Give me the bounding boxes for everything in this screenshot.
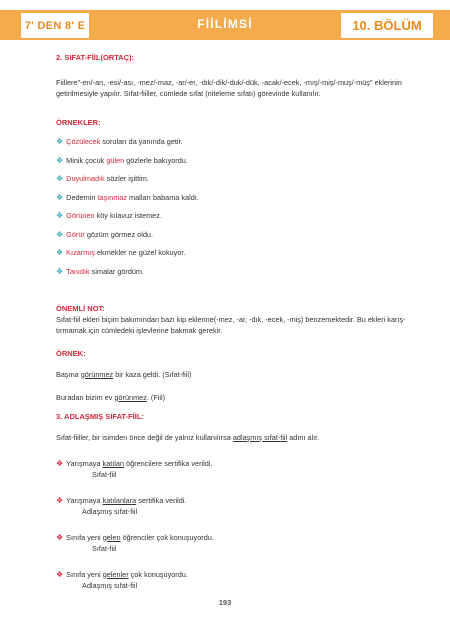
item-label: Adlaşmış sıfat-fiil bbox=[82, 506, 138, 516]
list-item: ❖ Duyulmadık sözler işittim. bbox=[56, 174, 149, 183]
section3-examples bbox=[56, 458, 412, 591]
diamond-bullet-icon: ❖ bbox=[56, 229, 64, 239]
diamond-bullet-icon: ❖ bbox=[56, 266, 64, 276]
list-item: ❖ Çözülecek soruları da yanında getir. bbox=[56, 137, 183, 146]
section2-description: Fiillere"-en/-an, -esi/-ası, -mez/-maz, -ar/-er, -dık/-dik/-duk/-dük, -acak/-ecek, -mış/-miş/-muş/-müş" eklerinin getirilmesiyle yapılır. Sıfat-fiiller, cümlede sıfat (niteleme sıfatı) görevinde kullanılır. bbox=[56, 78, 402, 98]
list-item: ❖ Sınıfa yeni gelenler çok konuşuyordu. Adlaşmış sıfat-fiil bbox=[56, 569, 412, 591]
list-item: ❖ Görünen köy kılavuz istemez. bbox=[56, 211, 162, 220]
diamond-bullet-icon: ❖ bbox=[56, 569, 64, 579]
header-left-label: 7' DEN 8' E bbox=[20, 12, 90, 39]
page-content bbox=[56, 52, 412, 591]
item-label: Sıfat-fiil bbox=[92, 469, 117, 479]
header-chapter-label: 10. BÖLÜM bbox=[340, 12, 434, 39]
diamond-bullet-icon: ❖ bbox=[56, 155, 64, 165]
section2-title: 2. SIFAT-FİİL(ORTAÇ): bbox=[56, 53, 135, 62]
list-item: ❖ Dedemin taşınmaz malları babama kaldı. bbox=[56, 192, 199, 202]
list-item: ❖ Minik çocuk gülen gözlerle bakıyordu. bbox=[56, 155, 188, 165]
examples-list bbox=[56, 136, 412, 277]
section3-title: 3. ADLAŞMIŞ SIFAT-FİİL: bbox=[56, 411, 144, 421]
header-title: FİİLİMSİ bbox=[197, 17, 253, 31]
note-title: ÖNEMLİ NOT: bbox=[56, 303, 105, 313]
list-item: ❖ Sınıfa yeni gelen öğrenciler çok konuşuyordu. Sıfat-fiil bbox=[56, 532, 412, 554]
example-title: ÖRNEK: bbox=[56, 348, 86, 358]
diamond-bullet-icon: ❖ bbox=[56, 211, 64, 220]
page-number: 193 bbox=[218, 598, 232, 607]
list-item: ❖ Tanıdık simalar gördüm. bbox=[56, 266, 145, 276]
note-text: Sıfat-fiil ekleri biçim bakımından bazı kip eklerine(-mez, -ar, -dık, -ecek, -miş) benzemektedir. Bu ekleri karış-tırmamak için cümledeki işlevlerine bakmak gerekir. bbox=[56, 314, 406, 335]
diamond-bullet-icon: ❖ bbox=[56, 192, 64, 202]
diamond-bullet-icon: ❖ bbox=[56, 137, 64, 146]
list-item: ❖ Yarışmaya katılan öğrencilere sertifika verildi. Sıfat-fiil bbox=[56, 458, 412, 480]
diamond-bullet-icon: ❖ bbox=[56, 458, 64, 468]
diamond-bullet-icon: ❖ bbox=[56, 248, 64, 257]
section3-description: Sıfat-fiiller, bir isimden önce değil de yalnız kullanılırsa adlaşmış sıfat-fiil adını alır. bbox=[56, 432, 320, 442]
item-label: Sıfat-fiil bbox=[92, 543, 117, 553]
examples-title: ÖRNEKLER: bbox=[56, 118, 101, 127]
diamond-bullet-icon: ❖ bbox=[56, 174, 64, 183]
example-line-1: Başına görünmez bir kaza geldi. (Sıfat-fiil) bbox=[56, 369, 192, 379]
example-line-2: Buradan bizim ev görünmez. (Fiil) bbox=[56, 392, 166, 402]
diamond-bullet-icon: ❖ bbox=[56, 532, 64, 542]
list-item: ❖ Görür gözüm görmez oldu. bbox=[56, 229, 153, 239]
diamond-bullet-icon: ❖ bbox=[56, 495, 64, 505]
item-label: Adlaşmış sıfat-fiil bbox=[82, 580, 138, 590]
list-item: ❖ Kızarmış ekmekler ne güzel kokuyor. bbox=[56, 248, 186, 257]
list-item: ❖ Yarışmaya katılanlara sertifika verildi. Adlaşmış sıfat-fiil bbox=[56, 495, 412, 517]
